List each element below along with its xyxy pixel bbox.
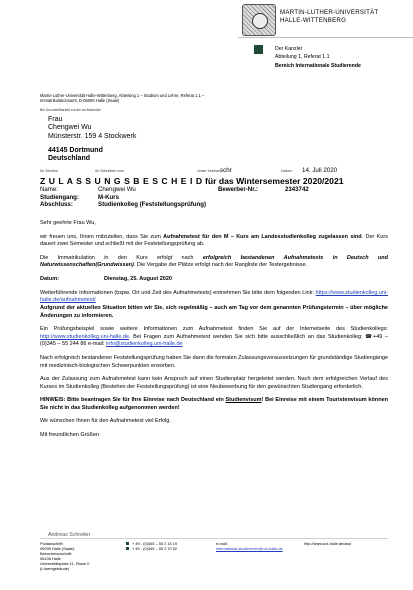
date-value: 14. Juli 2020 [302, 167, 338, 174]
our-ref-label: Unser Zeichen [197, 169, 221, 173]
university-name: MARTIN-LUTHER-UNIVERSITÄT HALLE-WITTENBERG [280, 9, 379, 25]
header-rule [238, 37, 413, 38]
university-seal-icon [242, 4, 276, 36]
letter-body [40, 220, 388, 446]
footer-web-link[interactable]: http://www.uni-halle.de/ass/ [304, 541, 352, 546]
recipient-city: 44145 Dortmund Deutschland [48, 147, 103, 163]
applicant-meta [40, 186, 390, 209]
footer [40, 541, 388, 586]
paragraph-admission: wir freuen uns, Ihnen mitzuteilen, dass Sie zum Aufnahmetest für den M – Kurs am Landesstudienkolleg zugelassen sind. Der Kurs dauert zwei Semester und schließt mit der Feststellungsprüfung ab. [40, 233, 388, 248]
applicant-label: Bewerber-Nr.: [218, 186, 258, 193]
program-label: Studiengang: [40, 193, 79, 201]
your-letter-label: Ihr Schreiben vom [95, 169, 125, 173]
paragraph-info-link: Weiterführende Informationen (bspw. Ort und Zeit des Aufnahmetests) entnehmen Sie bitte dem folgenden Link: https://www.studienkolleg.uni-halle.de/aufnahmetest/ Aufgrund der aktuellen Situation bitten wir Sie, sich regelmäßig – auch am Tag vor dem genannten Prüfungstermin – über mögliche Änderungen zu informieren. [40, 289, 388, 319]
degree-label: Abschluss: [40, 201, 73, 208]
page-title: Z U L A S S U N G S B E S C H E I D für das Wintersemester 2020/2021 [40, 176, 344, 186]
your-ref-label: Ihr Zeichen [40, 169, 58, 173]
closing: Mit freundlichen Grüßen [40, 431, 99, 438]
aufnahmetest-link[interactable]: https://www.studienkolleg.uni-halle.de/aufnahmetest/ [40, 289, 388, 304]
return-note: Bei Unzustellbarkeit zurück an Absender [40, 108, 101, 112]
recipient-address: Frau Chengwei Wu Münsterstr. 159 4 Stockwerk [48, 116, 137, 140]
footer-address: Postanschrift: 06099 Halle (Saale) Besucheranschrift: 06108 Halle Universitätsplatz 11, Raum 0 (Löwengebäude) [40, 541, 90, 571]
department-block: Der Kanzler Abteilung 1, Referat 1.1 Bereich Internationale Studierende [275, 46, 361, 69]
paragraph-wishes: Wir wünschen Ihnen für den Aufnahmetest viel Erfolg. [40, 418, 171, 425]
paragraph-requirements: Nach erfolgreich bestandener Feststellungsprüfung haben Sie dann die formalen Zulassungsvoraussetzungen für grundständige Studiengänge mit medizinisch-biologischen Schwerpunkten erworben. [40, 354, 388, 369]
footer-email-link[interactable]: international.studierende@uni-halle.de [216, 546, 283, 551]
program-value: M-Kurs [98, 193, 119, 201]
studienkolleg-link[interactable]: http://www.studienkolleg.uni-halle.de [40, 333, 129, 340]
university-header [238, 0, 413, 40]
sender-address: Martin-Luther-Universität Halle-Wittenberg, Abteilung 1 – Studium und Lehre, Referat 1.1 – Immatrikulationsamt, D-06099 Halle (Saale) [40, 93, 205, 103]
paragraph-no-claim: Aus der Zulassung zum Aufnahmetest kann kein Anspruch auf einen Studienplatz hergeleitet werden. Nach dem erfolgreichen Verlauf des Kurses im Studienkolleg (Bestehen der Feststellungsprüfung) ist eine Neubewerbung für den gewünschten Studiengang erforderlich. [40, 376, 388, 390]
applicant-value: 2343742 [285, 186, 309, 193]
footer-phone: + 49 - (0)345 – 55 2 15 19 + 49 - (0)345 – 55 2 70 52 [126, 541, 208, 551]
name-label: Name: [40, 186, 58, 193]
date-label: Datum [281, 169, 292, 173]
paragraph-contact: Ein Prüfungsbeispiel sowie weitere Informationen zum Aufnahmetest finden Sie auf der Internetseite des Studienkollegs: http://www.studienkolleg.uni-halle.de. Bei Fragen zum Aufnahmetest wenden Sie sich bitte ausschließlich an das Studienkolleg: ☎+49 – (0)345 – 55 244 86 e-mail: info@studienkolleg.uni-halle.de [40, 326, 388, 348]
name-value: Chengwei Wu [98, 186, 136, 193]
green-square-icon [254, 45, 263, 54]
paragraph-visa-notice: HINWEIS: Bitte beantragen Sie für Ihre Einreise nach Deutschland ein Studienvisum! Bei Einreise mit einem Touristenvisum können Sie nicht in das Studienkolleg aufgenommen werden! [40, 397, 388, 411]
signer-name: Andreas Schreiter [48, 532, 91, 538]
test-date-value: Dienstag, 25. August 2020 [104, 275, 172, 282]
greeting: Sehr geehrte Frau Wu, [40, 220, 96, 226]
test-date-row [40, 276, 388, 284]
studienkolleg-email-link[interactable]: info@studienkolleg.uni-halle.de [106, 341, 183, 348]
footer-rule [40, 538, 388, 539]
our-ref-value: schr [220, 167, 232, 174]
fax-icon [126, 547, 129, 550]
degree-value: Studienkolleg (Feststellungsprüfung) [98, 201, 206, 208]
footer-web [304, 541, 388, 546]
footer-email: e-mail: international.studierende@uni-halle.de [216, 541, 294, 551]
paragraph-enrollment: Die Immatrikulation in den Kurs erfolgt nach erfolgreich bestandenen Aufnahmetests in Deutsch und Naturwissenschaften(Grundwissen). Die Vergabe der Plätze erfolgt nach der Rangliste der Testergebnisse. [40, 254, 389, 269]
test-date-label: Datum: [40, 275, 59, 282]
